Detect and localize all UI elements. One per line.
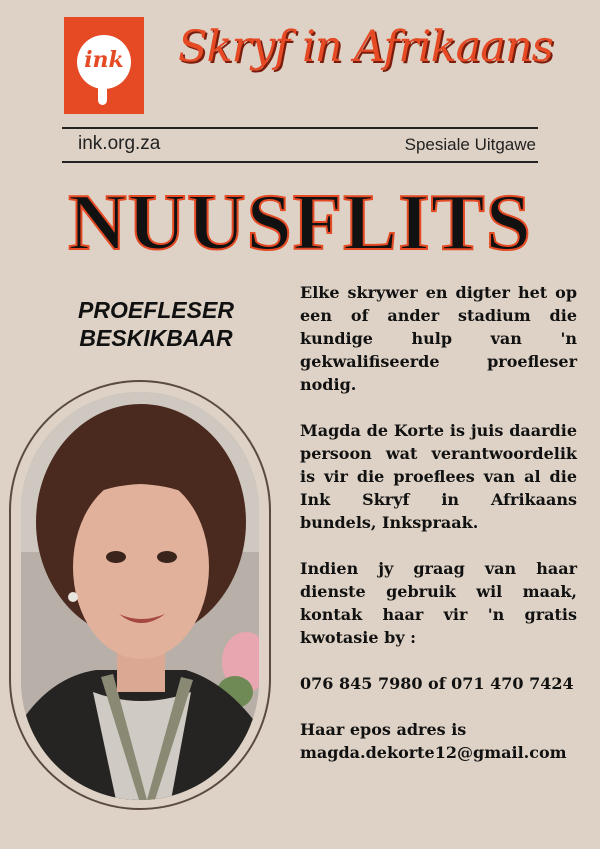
article-paragraph-2: Magda de Korte is juis daardie persoon wat verantwoordelik is vir die proeflees van al die Ink Skryf in Afrikaans bundels, Inkspraak. — [300, 421, 577, 532]
top-divider — [62, 127, 538, 129]
subhead-line-1: PROEFLESER — [78, 297, 234, 323]
email-label: Haar epos adres is — [300, 720, 467, 739]
article-body — [300, 281, 577, 764]
website-link[interactable]: ink.org.za — [78, 133, 161, 154]
edition-label: Spesiale Uitgawe — [404, 135, 536, 154]
logo-text: ink — [84, 47, 124, 73]
portrait-photo — [21, 392, 259, 800]
article-paragraph-1: Elke skrywer en digter het op een of ander stadium die kundige hulp van 'n gekwalifiseerde proefleser nodig. — [300, 283, 577, 394]
article-paragraph-3: Indien jy graag van haar dienste gebruik wil maak, kontak haar vir 'n gratis kwotasie by : — [300, 559, 577, 647]
logo-drip — [98, 83, 107, 105]
email-link[interactable]: magda.dekorte12@gmail.com — [300, 743, 567, 762]
headline: NUUSFLITS — [68, 177, 532, 267]
portrait-illustration — [21, 392, 259, 800]
bottom-divider — [62, 161, 538, 163]
brand-title: Skryf in Afrikaans — [178, 22, 553, 72]
phone-numbers: 076 845 7980 of 071 470 7424 — [300, 674, 574, 693]
subhead — [40, 296, 272, 352]
subhead-line-2: BESKIKBAAR — [79, 325, 233, 351]
ink-logo — [64, 17, 144, 114]
